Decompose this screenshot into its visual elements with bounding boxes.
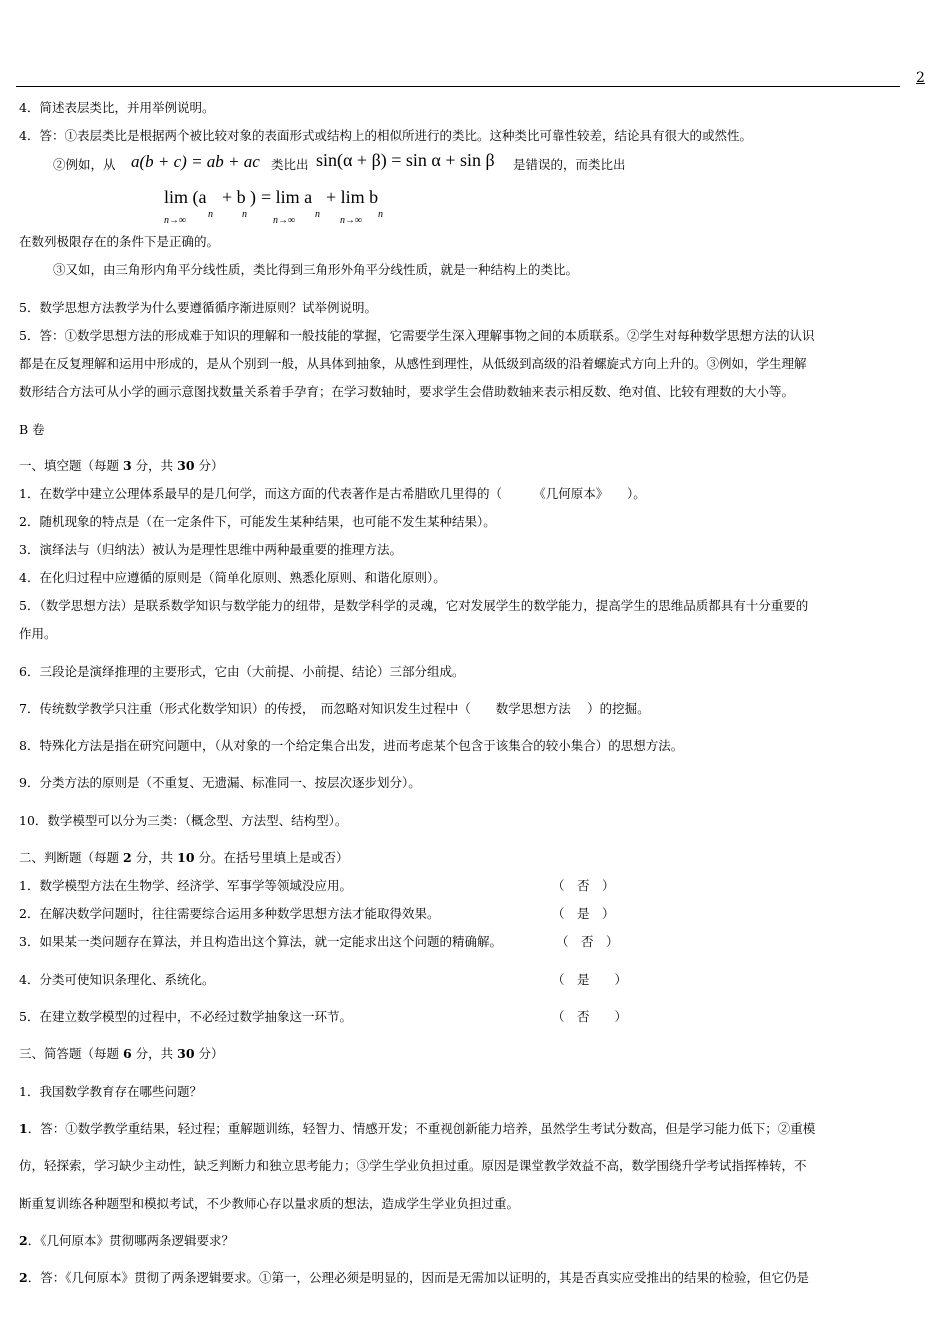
page-number: 2 (916, 70, 925, 86)
judge-item-answer: （ 否 ） (552, 878, 615, 893)
short-answer-line: 2．答：《几何原本》贯彻了两条逻辑要求。①第一，公理必须是明显的，因而是无需加以证明的，其是否真实应受推出的结果的检验，但它仍是 (19, 1270, 809, 1285)
part1-heading: 一、填空题（每题 3 分，共 30 分） (19, 458, 224, 473)
section-b-title: B 卷 (19, 422, 45, 437)
judge-item-text: 2．在解决数学问题时，往往需要综合运用多种数学思想方法才能取得效果。 (19, 906, 440, 921)
part2-heading: 二、判断题（每题 2 分，共 10 分。在括号里填上是或否） (19, 850, 349, 865)
short-answer-line: 1．答：①数学教学重结果，轻过程；重解题训练，轻智力、情感开发；不重视创新能力培养，虽然学生考试分数高，但是学习能力低下；②重模 (19, 1121, 816, 1136)
fill-blank-item-cont: 作用。 (19, 626, 57, 641)
short-answer-line: 断重复训练各种题型和模拟考试，不少教师心存以量求质的想法，造成学生学业负担过重。 (19, 1196, 520, 1211)
lim-eq: = lim a (261, 187, 313, 207)
fill-blank-item: 3．演绎法与（归纳法）被认为是理性思维中两种最重要的推理方法。 (19, 542, 402, 557)
limit-expression (164, 187, 404, 226)
lim-index-n: n (208, 209, 213, 220)
judge-item-answer: （ 是 ） (552, 972, 628, 987)
lim-index-n: n (378, 209, 383, 220)
fill-blank-item: 5．（数学思想方法）是联系数学知识与数学能力的纽带，是数学科学的灵魂，它对发展学生的数学能力，提高学生的思维品质都具有十分重要的 (19, 598, 809, 613)
q4-answer-1: 4．答：①表层类比是根据两个被比较对象的表面形式或结构上的相似所进行的类比。这种类比可靠性较差，结论具有很大的或然性。 (19, 128, 752, 143)
lim-subscript: n→∞ (164, 215, 187, 226)
q5-question: 5．数学思想方法教学为什么要遵循循序渐进原则？试举例说明。 (19, 300, 377, 315)
q4-mid-text: 类比出 (271, 157, 309, 172)
fill-blank-item: 8．特殊化方法是指在研究问题中，（从对象的一个给定集合出发，进而考虑某个包含于该集合的较小集合）的思想方法。 (19, 738, 684, 753)
judge-item-answer: （ 是 ） (552, 906, 615, 921)
lim-subscript: n→∞ (273, 215, 296, 226)
q5-answer-line: 都是在反复理解和运用中形成的，是从个别到一般，从具体到抽象，从感性到理性，从低级到高级的沿着螺旋式方向上升的。③例如，学生理解 (19, 356, 807, 371)
q5-answer-line: 5．答：①数学思想方法的形成难于知识的理解和一般技能的掌握，它需要学生深入理解事物之间的本质联系。②学生对每种数学思想方法的认识 (19, 328, 815, 343)
short-answer-question: 2．《几何原本》贯彻哪两条逻辑要求？ (19, 1233, 234, 1248)
judge-item-answer: （ 否 ） (552, 1009, 628, 1024)
judge-item-text: 1．数学模型方法在生物学、经济学、军事学等领域没应用。 (19, 878, 352, 893)
short-answer-line: 仿，轻探索，学习缺少主动性，缺乏判断力和独立思考能力；③学生学业负担过重。原因是课堂教学效益不高，数学围绕升学考试指挥棒转，不 (19, 1158, 807, 1173)
fill-blank-item: 7．传统数学教学只注重（形式化数学知识）的传授， 而忽略对知识发生过程中（ 数学思想方法 ）的挖掘。 (19, 701, 650, 716)
lim-subscript: n→∞ (340, 215, 363, 226)
q4-answer-3: ③又如，由三角形内角平分线性质，类比得到三角形外角平分线性质，就是一种结构上的类比。 (53, 262, 579, 277)
short-answer-question: 1．我国数学教育存在哪些问题？ (19, 1084, 202, 1099)
judge-item-text: 4．分类可使知识条理化、系统化。 (19, 972, 215, 987)
lim-index-n: n (242, 209, 247, 220)
equation-distributive: a(b + c) = ab + ac (131, 152, 260, 171)
fill-blank-item: 2．随机现象的特点是（在一定条件下，可能发生某种结果，也可能不发生某种结果）。 (19, 514, 496, 529)
q5-answer-line: 数形结合方法可从小学的画示意图找数量关系着手孕育；在学习数轴时，要求学生会借助数轴来表示相反数、绝对值、比较有理数的大小等。 (19, 384, 795, 399)
lim-left: lim (a (164, 187, 207, 207)
equation-sine: sin(α + β) = sin α + sin β (316, 150, 495, 170)
fill-blank-item: 1．在数学中建立公理体系最早的是几何学，而这方面的代表著作是古希腊欧几里得的（ 《几何原本》 ）。 (19, 486, 646, 501)
part3-heading: 三、简答题（每题 6 分，共 30 分） (19, 1046, 224, 1061)
lim-plus-lim-b: + lim b (326, 187, 379, 207)
q4-suffix-text: 是错误的，而类比出 (513, 157, 626, 172)
fill-blank-item: 10．数学模型可以分为三类：（概念型、方法型、结构型）。 (19, 813, 348, 828)
judge-item-text: 5．在建立数学模型的过程中，不必经过数学抽象这一环节。 (19, 1009, 352, 1024)
fill-blank-item: 4．在化归过程中应遵循的原则是（简单化原则、熟悉化原则、和谐化原则）。 (19, 570, 446, 585)
lim-index-n: n (315, 209, 320, 220)
fill-blank-item: 9．分类方法的原则是（不重复、无遗漏、标准同一、按层次逐步划分）。 (19, 775, 421, 790)
q4-question: 4．简述表层类比，并用举例说明。 (19, 100, 215, 115)
header-rule (16, 86, 900, 87)
fill-blank-item: 6．三段论是演绎推理的主要形式，它由（大前提、小前提、结论）三部分组成。 (19, 664, 465, 679)
q4-example-prefix: ②例如，从 (53, 157, 116, 172)
judge-item-text: 3．如果某一类问题存在算法，并且构造出这个算法，就一定能求出这个问题的精确解。 (19, 934, 502, 949)
judge-item-answer: （ 否 ） (556, 934, 619, 949)
lim-close: ) (250, 187, 256, 207)
lim-plus-b: + b (222, 187, 246, 207)
q4-limit-note: 在数列极限存在的条件下是正确的。 (19, 234, 220, 249)
